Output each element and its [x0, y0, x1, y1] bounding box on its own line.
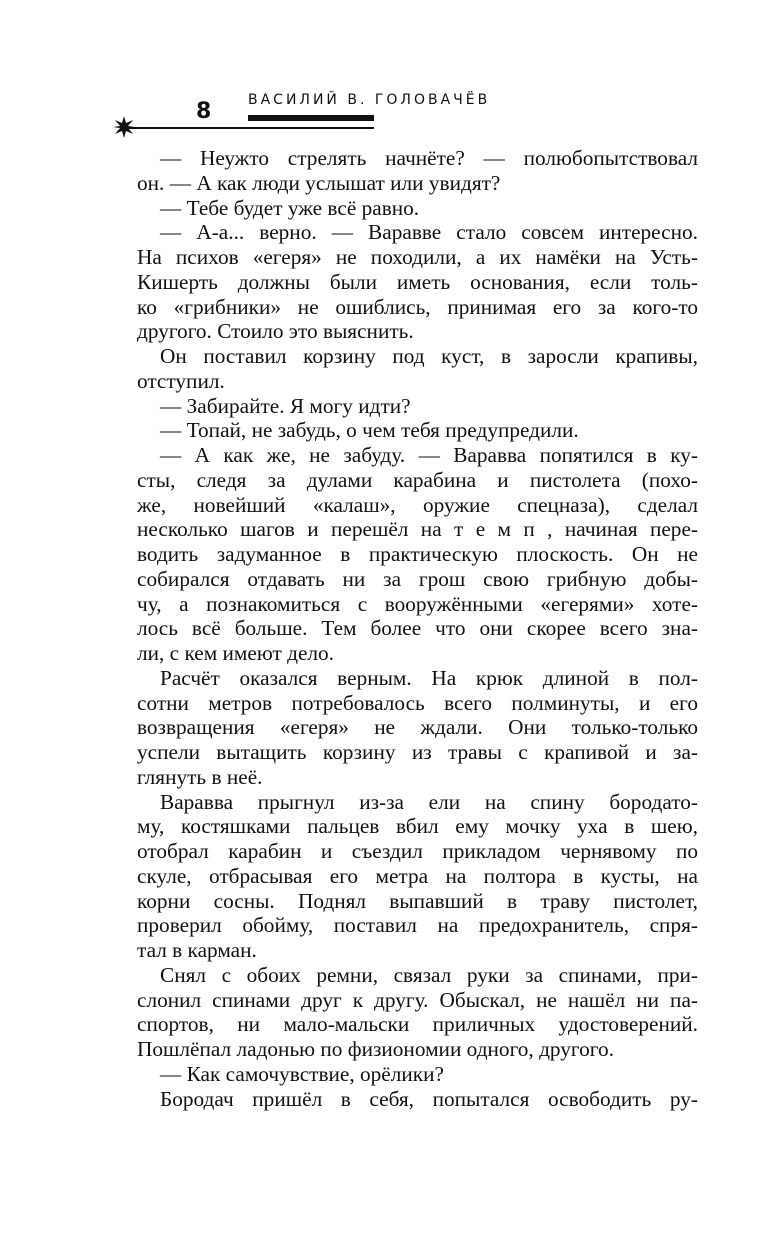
text-line: водить задуманное в практическую плоскость. Он не	[137, 542, 698, 566]
text-line: Варавва прыгнул из-за ели на спину бородато-	[160, 789, 698, 814]
text-line: ко «грибники» не ошиблись, принимая его за кого-то	[137, 294, 698, 319]
text-line: успели вытащить корзину из травы с крапивой и за-	[137, 740, 698, 764]
text-line: Он поставил корзину под куст, в заросли крапивы,	[160, 344, 698, 368]
header-thick-rule	[248, 115, 374, 121]
text-line: — А-а... верно. — Варавве стало совсем интересно.	[160, 220, 698, 245]
text-line: На психов «егеря» не походили, а их намёки на Усть-	[137, 245, 698, 269]
text-line: лось всё больше. Тем более что они скорее всего зна-	[137, 616, 698, 641]
text-line: ли, с кем имеют дело.	[137, 641, 334, 665]
text-line: Пошлёпал ладонью по физиономии одного, другого.	[137, 1037, 614, 1061]
text-line: сты, следя за дулами карабина и пистолета (похо-	[137, 467, 698, 492]
text-line: — А как же, не забуду. — Варавва попятился в ку-	[160, 443, 698, 467]
page-number: 8	[196, 99, 212, 124]
text-line: чу, а познакомиться с вооружёнными «егерями» хоте-	[137, 591, 698, 616]
body-text	[137, 146, 698, 1111]
text-line: проверил обойму, поставил на предохранитель, спря-	[137, 913, 698, 938]
text-line: возвращения «егеря» не ждали. Они только-только	[137, 715, 698, 740]
text-line: сотни метров потребовалось всего полминуты, и его	[137, 690, 698, 715]
header-thin-rule	[124, 127, 374, 129]
text-line: Расчёт оказался верным. На крюк длиной в пол-	[160, 665, 698, 690]
text-line: — Тебе будет уже всё равно.	[160, 195, 420, 220]
text-line: тал в карман.	[137, 938, 257, 962]
text-line: Снял с обоих ремни, связал руки за спинами, при-	[160, 962, 698, 987]
text-line: — Как самочувствие, орёлики?	[160, 1061, 444, 1086]
star-ornament-icon	[113, 116, 135, 138]
text-line: му, костяшками пальцев вбил ему мочку уха в шею,	[137, 814, 698, 839]
text-line: собирался отдавать ни за грош свою грибную добы-	[137, 566, 698, 591]
text-line: глянуть в неё.	[137, 764, 263, 789]
text-line: скуле, отбрасывая его метра на полтора в кусты, на	[137, 863, 698, 888]
text-line: Бородач пришёл в себя, попытался освободить ру-	[160, 1086, 698, 1111]
text-line: — Топай, не забудь, о чем тебя предупредили.	[160, 418, 579, 443]
text-line: корни сосны. Поднял выпавший в траву пистолет,	[137, 888, 698, 913]
text-line: отступил.	[137, 368, 225, 393]
page-header	[0, 0, 768, 140]
text-line: несколько шагов и перешёл на т е м п , начиная пере-	[137, 517, 698, 542]
text-line: другого. Стоило это выяснить.	[137, 319, 414, 344]
text-line: — Забирайте. Я могу идти?	[160, 393, 411, 418]
running-header-author: ВАСИЛИЙ В. ГОЛОВАЧЁВ	[248, 92, 491, 108]
text-line: слонил спинами друг к другу. Обыскал, не нашёл ни па-	[137, 987, 698, 1012]
text-line: он. — А как люди услышат или увидят?	[137, 170, 501, 195]
text-line: — Неужто стрелять начнёте? — полюбопытствовал	[160, 146, 698, 170]
text-line: спортов, ни мало-мальски приличных удостоверений.	[137, 1012, 698, 1037]
text-line: же, новейший «калаш», оружие спецназа), сделал	[137, 492, 698, 517]
text-line: отобрал карабин и съездил прикладом чернявому по	[137, 839, 698, 863]
text-line: Кишерть должны были иметь основания, если толь-	[137, 269, 698, 294]
